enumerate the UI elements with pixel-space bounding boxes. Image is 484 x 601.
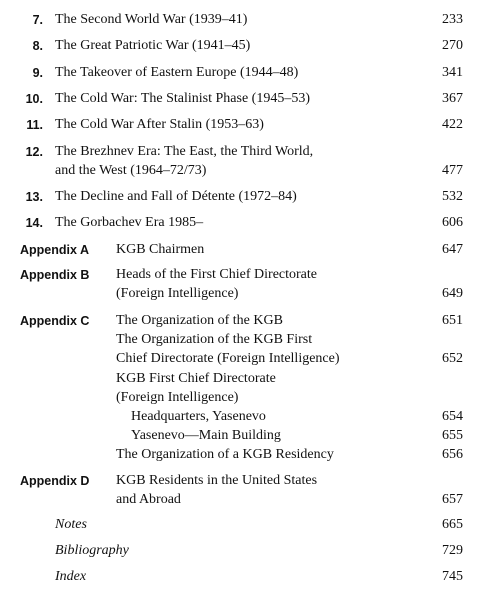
- backmatter-title: Index: [55, 569, 87, 584]
- appendix-title-line-2: (Foreign Intelligence): [116, 286, 239, 301]
- page-number: 651: [442, 313, 463, 328]
- chapter-title: The Second World War (1939–41): [55, 12, 248, 27]
- page-number: 745: [442, 569, 463, 584]
- appendix-title-line-2: and Abroad: [116, 492, 181, 507]
- page-number: 652: [442, 351, 463, 366]
- page-number: 729: [442, 543, 463, 558]
- chapter-number: 8.: [32, 39, 43, 53]
- page-number: 532: [442, 189, 463, 204]
- appendix-label: Appendix C: [20, 314, 90, 328]
- page-number: 606: [442, 215, 463, 230]
- appendix-item-title-line-2: Chief Directorate (Foreign Intelligence): [116, 351, 340, 366]
- chapter-number: 7.: [32, 13, 43, 27]
- appendix-item-title-line-1: The Organization of the KGB First: [116, 332, 313, 347]
- page-number: 655: [442, 428, 463, 443]
- appendix-label: Appendix B: [20, 268, 90, 282]
- page-number: 367: [442, 91, 463, 106]
- chapter-title: The Cold War After Stalin (1953–63): [55, 117, 264, 132]
- chapter-number: 10.: [25, 92, 43, 106]
- chapter-title: The Cold War: The Stalinist Phase (1945–53): [55, 91, 310, 106]
- appendix-title: KGB Chairmen: [116, 242, 205, 257]
- appendix-label: Appendix A: [20, 243, 89, 257]
- chapter-title-line-1: The Brezhnev Era: The East, the Third World,: [55, 144, 314, 159]
- appendix-title-line-1: KGB Residents in the United States: [116, 473, 318, 488]
- appendix-item-title: The Organization of a KGB Residency: [116, 447, 334, 462]
- appendix-item-title-line-1: KGB First Chief Directorate: [116, 371, 276, 386]
- page-number: 270: [442, 38, 463, 53]
- page-number: 647: [442, 242, 463, 257]
- chapter-title-line-2: and the West (1964–72/73): [55, 163, 207, 178]
- chapter-number: 14.: [25, 216, 43, 230]
- chapter-number: 13.: [25, 190, 43, 204]
- page-number: 654: [442, 409, 463, 424]
- chapter-title: The Great Patriotic War (1941–45): [55, 38, 251, 53]
- chapter-number: 12.: [25, 145, 43, 159]
- appendix-item-title: The Organization of the KGB: [116, 313, 283, 328]
- chapter-title: The Takeover of Eastern Europe (1944–48): [55, 65, 299, 80]
- page-number: 657: [442, 492, 463, 507]
- page-number: 477: [442, 163, 463, 178]
- chapter-number: 11.: [26, 118, 43, 132]
- page-number: 649: [442, 286, 463, 301]
- chapter-title: The Decline and Fall of Détente (1972–84): [55, 189, 297, 204]
- page-number: 422: [442, 117, 463, 132]
- appendix-subitem-title: Headquarters, Yasenevo: [131, 409, 266, 424]
- page-number: 233: [442, 12, 463, 27]
- appendix-subitem-title: Yasenevo—Main Building: [131, 428, 281, 443]
- appendix-label: Appendix D: [20, 474, 90, 488]
- page-number: 665: [442, 517, 463, 532]
- page-number: 341: [442, 65, 463, 80]
- backmatter-title: Bibliography: [55, 543, 129, 558]
- backmatter-title: Notes: [55, 517, 87, 532]
- page-number: 656: [442, 447, 463, 462]
- chapter-title: The Gorbachev Era 1985–: [55, 215, 204, 230]
- chapter-number: 9.: [32, 66, 43, 80]
- appendix-title-line-1: Heads of the First Chief Directorate: [116, 267, 317, 282]
- appendix-item-title-line-2: (Foreign Intelligence): [116, 390, 239, 405]
